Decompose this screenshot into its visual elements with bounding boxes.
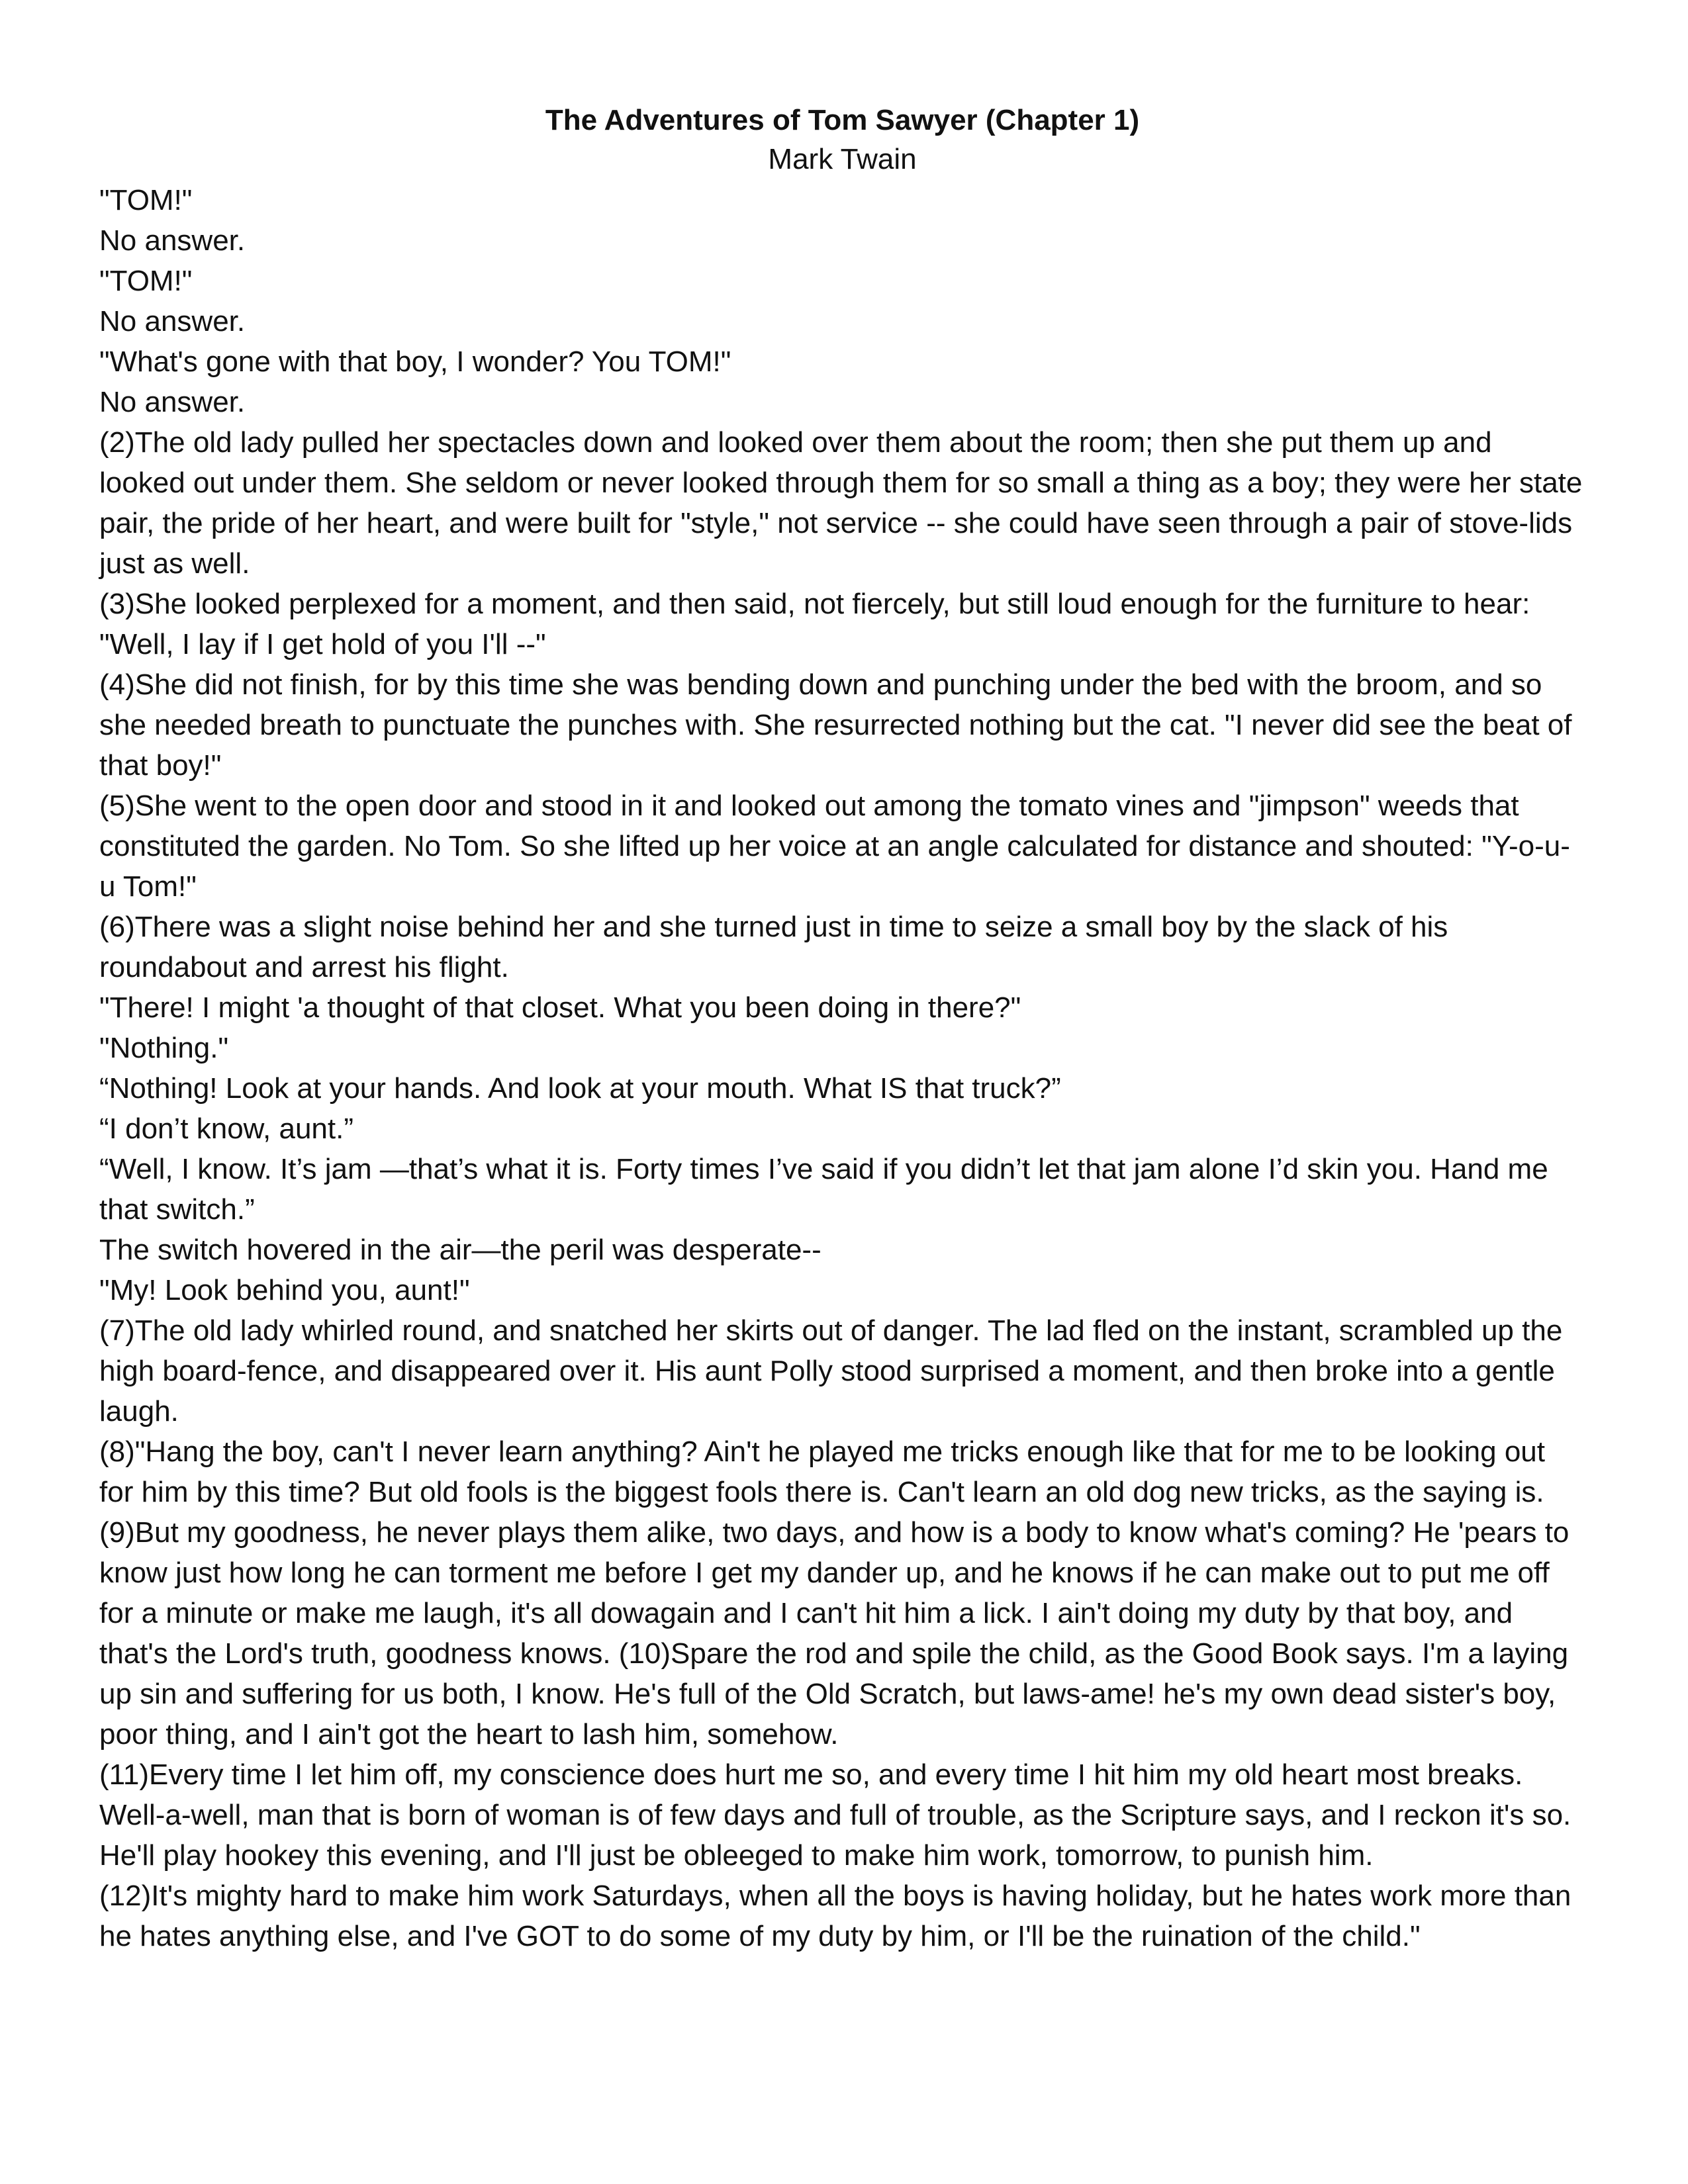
paragraph: (4)She did not finish, for by this time she was bending down and punching under the bed with the broom, and so she needed breath to punctuate the punches with. She resurrected nothing but the cat. "I never did see the beat of that boy!" (99, 668, 1572, 782)
paragraph: (6)There was a slight noise behind her and she turned just in time to seize a small boy by the slack of his roundabout and arrest his flight. (99, 911, 1448, 983)
paragraph: "There! I might 'a thought of that closet. What you been doing in there?" (99, 991, 1021, 1024)
paragraph: “Nothing! Look at your hands. And look at your mouth. What IS that truck?” (99, 1072, 1061, 1105)
paragraph: “I don’t know, aunt.” (99, 1113, 353, 1145)
document-body (99, 180, 1585, 1956)
paragraph: "What's gone with that boy, I wonder? You TOM!" (99, 345, 731, 378)
paragraph: "TOM!" (99, 265, 193, 297)
document-author: Mark Twain (768, 143, 917, 175)
paragraph: No answer. (99, 224, 246, 257)
paragraph: “Well, I know. It’s jam —that’s what it is. Forty times I’ve said if you didn’t let that jam alone I’d skin you. Hand me that switch.” (99, 1153, 1548, 1226)
paragraph: "TOM!" (99, 184, 193, 216)
paragraph: (11)Every time I let him off, my conscience does hurt me so, and every time I hit him my old heart most breaks. Well-a-well, man that is born of woman is of few days and full of trouble, as the Scripture says, and I reckon it's so. He'll play hookey this evening, and I'll just be obleeged to make him work, tomorrow, to punish him. (99, 1758, 1571, 1872)
paragraph: (8)"Hang the boy, can't I never learn anything? Ain't he played me tricks enough like that for me to be looking out for him by this time? But old fools is the biggest fools there is. Can't learn an old dog new tricks, as the saying is. (9)But my goodness, he never plays them alike, two days, and how is a body to know what's coming? He 'pears to know just how long he can torment me before I get my dander up, and he knows if he can make out to put me off for a minute or make me laugh, it's all dowagain and I can't hit him a lick. I ain't doing my duty by that boy, and that's the Lord's truth, goodness knows. (10)Spare the rod and spile the child, as the Good Book says. I'm a laying up sin and suffering for us both, I know. He's full of the Old Scratch, but laws-ame! he's my own dead sister's boy, poor thing, and I ain't got the heart to lash him, somehow. (99, 1435, 1570, 1751)
document-title: The Adventures of Tom Sawyer (Chapter 1) (545, 104, 1140, 136)
paragraph: No answer. (99, 386, 246, 418)
paragraph: (5)She went to the open door and stood in it and looked out among the tomato vines and "jimpson" weeds that constituted the garden. No Tom. So she lifted up her voice at an angle calculated for distance and shouted: "Y-o-u-u Tom!" (99, 790, 1570, 903)
paragraph: "Nothing." (99, 1032, 229, 1064)
paragraph: The switch hovered in the air—the peril was desperate-- (99, 1234, 821, 1266)
paragraph: (3)She looked perplexed for a moment, and then said, not fiercely, but still loud enough for the furniture to hear: "Well, I lay if I get hold of you I'll --" (99, 588, 1530, 660)
paragraph: (7)The old lady whirled round, and snatched her skirts out of danger. The lad fled on the instant, scrambled up the high board-fence, and disappeared over it. His aunt Polly stood surprised a moment, and then broke into a gentle laugh. (99, 1314, 1563, 1428)
paragraph: (12)It's mighty hard to make him work Saturdays, when all the boys is having holiday, but he hates work more than he hates anything else, and I've GOT to do some of my duty by him, or I'll be the ruination of the child." (99, 1880, 1571, 1952)
paragraph: "My! Look behind you, aunt!" (99, 1274, 470, 1306)
paragraph: No answer. (99, 305, 246, 338)
paragraph: (2)The old lady pulled her spectacles down and looked over them about the room; then she put them up and looked out under them. She seldom or never looked through them for so small a thing as a boy; they were her state pair, the pride of her heart, and were built for "style," not service -- she could have seen through a pair of stove-lids just as well. (99, 426, 1583, 580)
document-page (99, 101, 1585, 1956)
